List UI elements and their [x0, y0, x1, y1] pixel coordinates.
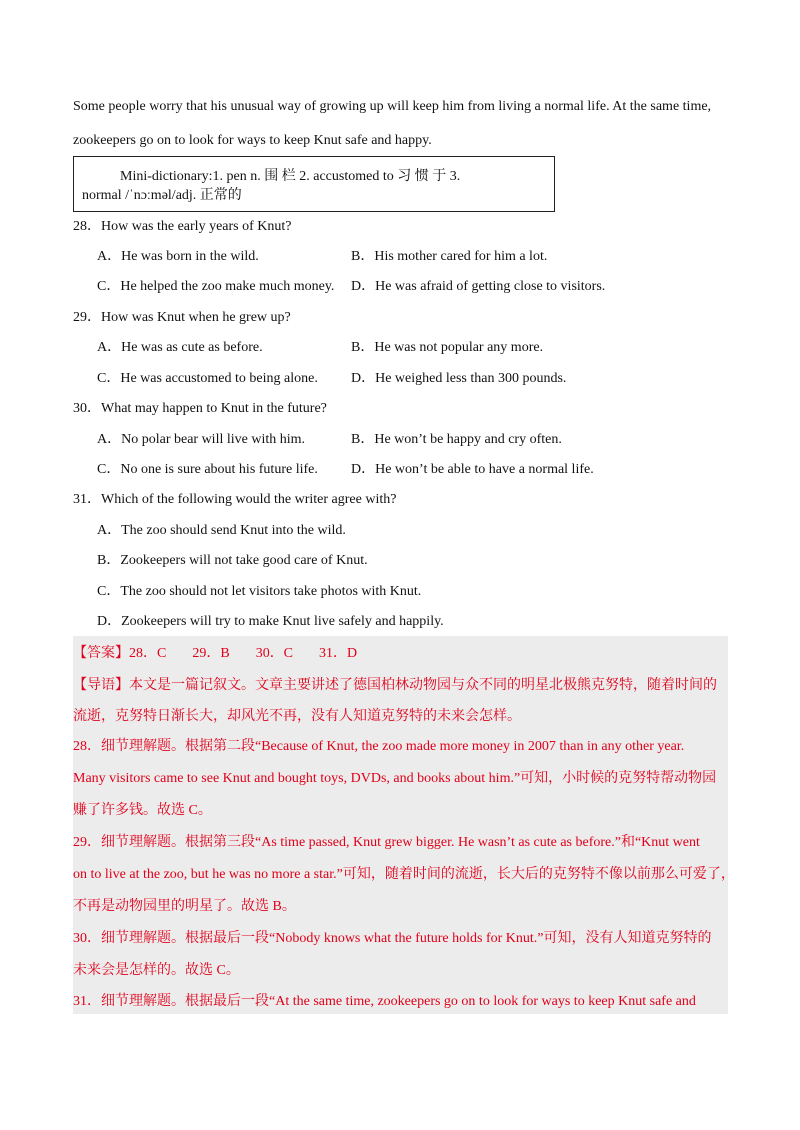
explanation-line-1: 28．细节理解题。根据第二段“Because of Knut, the zoo made more money in 2007 than in any other year. — [73, 739, 685, 754]
explanation-line-4: 29．细节理解题。根据第三段“As time passed, Knut grew bigger. He wasn’t as cute as before.”和“Knut went — [73, 835, 700, 850]
question-29-option-c: C．He was accustomed to being alone. — [97, 371, 318, 386]
passage-line-2: zookeepers go on to look for ways to keep Knut safe and happy. — [73, 133, 432, 148]
question-29-option-a: A．He was as cute as before. — [97, 340, 263, 355]
question-30-option-b: B．He won’t be happy and cry often. — [351, 432, 562, 447]
answer-tag: 【答案】 — [73, 646, 129, 661]
answer-31: 31．D — [319, 646, 358, 661]
explanation-line-5: on to live at the zoo, but he was no more a star.”可知，随着时间的流逝，长大后的克努特不像以前那么可爱了， — [73, 867, 735, 882]
question-29-option-d: D．He weighed less than 300 pounds. — [351, 371, 567, 386]
question-30-option-d: D．He won’t be able to have a normal life. — [351, 462, 594, 477]
question-31-option-b: B．Zookeepers will not take good care of Knut. — [97, 553, 368, 568]
guide-text-1: 本文是一篇记叙文。文章主要讲述了德国柏林动物园与众不同的明星北极熊克努特，随着时间的 — [129, 678, 717, 693]
explanation-line-6: 不再是动物园里的明星了。故选 B。 — [73, 899, 296, 914]
question-28-stem: 28．How was the early years of Knut? — [73, 219, 292, 234]
answer-29: 29．B — [192, 646, 230, 661]
question-31-option-c: C．The zoo should not let visitors take photos with Knut. — [97, 584, 422, 599]
answer-line — [73, 645, 357, 663]
answer-30: 30．C — [255, 646, 294, 661]
explanation-line-2: Many visitors came to see Knut and bought toys, DVDs, and books about him.”可知，小时候的克努特帮动物园 — [73, 771, 717, 786]
question-31-option-d: D．Zookeepers will try to make Knut live safely and happily. — [97, 614, 444, 629]
explanation-line-7: 30．细节理解题。根据最后一段“Nobody knows what the future holds for Knut.”可知，没有人知道克努特的 — [73, 931, 712, 946]
answer-28: 28．C — [129, 646, 167, 661]
question-30-option-c: C．No one is sure about his future life. — [97, 462, 318, 477]
question-28-option-a: A．He was born in the wild. — [97, 249, 259, 264]
question-31-option-a: A．The zoo should send Knut into the wild. — [97, 523, 346, 538]
passage-line-1: Some people worry that his unusual way of growing up will keep him from living a normal life. At the same time, — [73, 99, 712, 114]
mini-dictionary-line-2: normal /ˈnɔːməl/adj. 正常的 — [82, 188, 242, 203]
guide-line-1 — [73, 677, 717, 695]
question-30-stem: 30．What may happen to Knut in the future? — [73, 401, 327, 416]
question-29-stem: 29．How was Knut when he grew up? — [73, 310, 291, 325]
explanation-line-3: 赚了许多钱。故选 C。 — [73, 803, 212, 818]
explanation-line-8: 未来会是怎样的。故选 C。 — [73, 963, 240, 978]
guide-tag: 【导语】 — [73, 678, 129, 693]
mini-dictionary-line-1: Mini-dictionary:1. pen n. 围 栏 2. accustomed to 习 惯 于 3. — [120, 169, 461, 184]
explanation-line-9: 31．细节理解题。根据最后一段“At the same time, zookeepers go on to look for ways to keep Knut safe and — [73, 994, 696, 1009]
question-28-option-d: D．He was afraid of getting close to visitors. — [351, 279, 606, 294]
question-30-option-a: A．No polar bear will live with him. — [97, 432, 306, 447]
question-28-option-b: B．His mother cared for him a lot. — [351, 249, 548, 264]
mini-dictionary-box — [73, 156, 555, 212]
question-28-option-c: C．He helped the zoo make much money. — [97, 279, 335, 294]
question-29-option-b: B．He was not popular any more. — [351, 340, 544, 355]
question-31-stem: 31．Which of the following would the writer agree with? — [73, 492, 397, 507]
guide-line-2: 流逝，克努特日渐长大，却风光不再，没有人知道克努特的未来会怎样。 — [73, 709, 521, 724]
